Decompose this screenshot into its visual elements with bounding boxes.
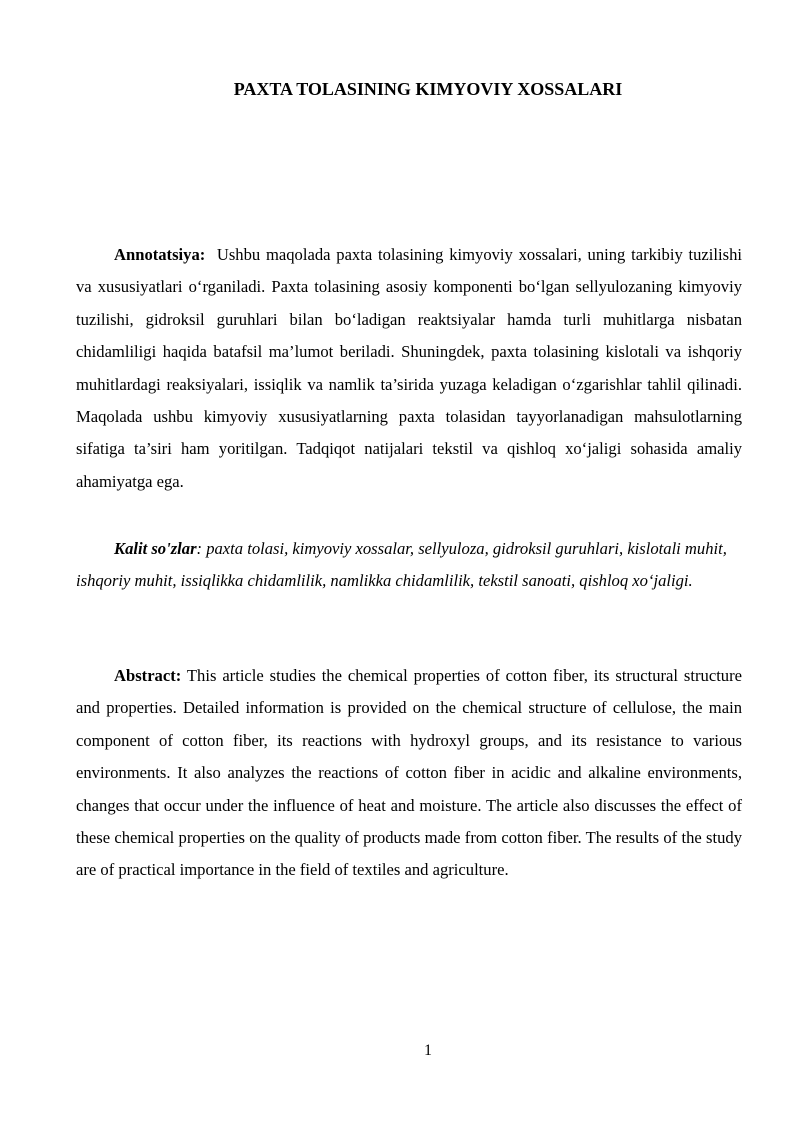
- abstract-paragraph: [76, 660, 742, 887]
- keywords-text: : paxta tolasi, kimyoviy xossalar, sellyuloza, gidroksil guruhlari, kislotali muhit, ishqoriy muhit, issiqlikka chidamlilik, namlikka chidamlilik, tekstil sanoati, qishloq xo‘jaligi.: [76, 539, 727, 591]
- abstract-label: Abstract:: [114, 666, 182, 685]
- keywords-paragraph: [76, 533, 742, 598]
- annotation-paragraph: [76, 239, 742, 498]
- keywords-label: Kalit so'zlar: [114, 539, 197, 558]
- document-title: PAXTA TOLASINING KIMYOVIY XOSSALARI: [233, 79, 623, 99]
- abstract-text: This article studies the chemical properties of cotton fiber, its structural structure and properties. Detailed information is provided on the chemical structure of cellulose, the main component of cotton fiber, its reactions with hydroxyl groups, and its resistance to various environments. It also analyzes the reactions of cotton fiber in acidic and alkaline environments, changes that occur under the influence of heat and moisture. The article also discusses the effect of these chemical properties on the quality of products made from cotton fiber. The results of the study are of practical importance in the field of textiles and agriculture.: [76, 666, 742, 880]
- annotation-text: Ushbu maqolada paxta tolasining kimyoviy xossalari, uning tarkibiy tuzilishi va xususiyatlari o‘rganiladi. Paxta tolasining asosiy komponenti bo‘lgan sellyulozaning kimyoviy tuzilishi, gidroksil guruhlari bilan bo‘ladigan reaktsiyalar hamda turli muhitlarga nisbatan chidamliligi haqida batafsil ma’lumot beriladi. Shuningdek, paxta tolasining kislotali va ishqoriy muhitlardagi reaksiyalari, issiqlik va namlik ta’sirida yuzaga keladigan o‘zgarishlar tahlil qilinadi. Maqolada ushbu kimyoviy xususiyatlarning paxta tolasidan tayyorlanadigan mahsulotlarning sifatiga ta’siri ham yoritilgan. Tadqiqot natijalari tekstil va qishloq xo‘jaligi sohasida amaliy ahamiyatga ega.: [76, 245, 742, 491]
- annotation-label: Annotatsiya:: [114, 245, 206, 264]
- page-number: 1: [424, 1042, 432, 1059]
